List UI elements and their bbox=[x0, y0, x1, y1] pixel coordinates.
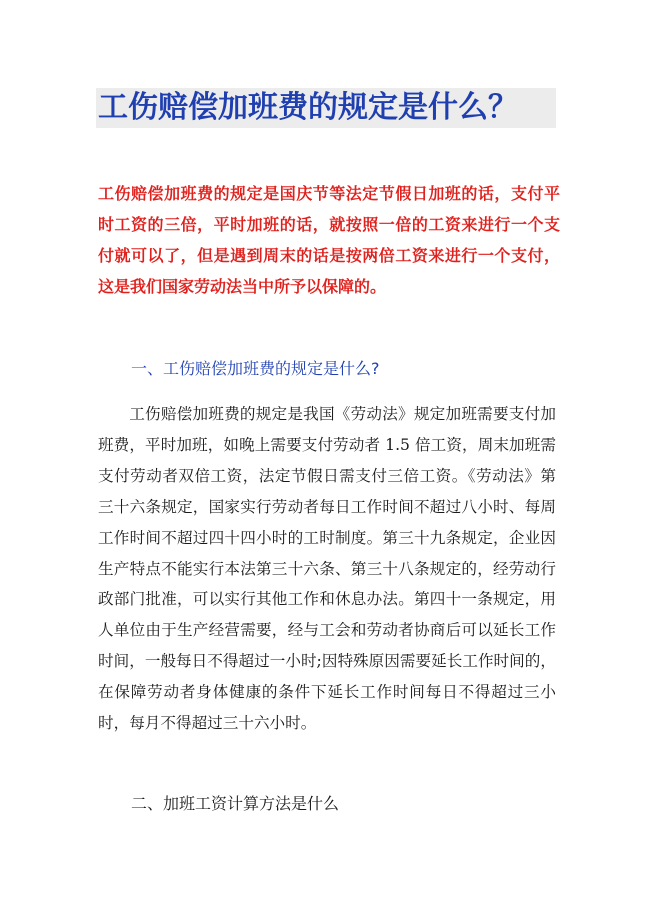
section-2-heading: 二、加班工资计算方法是什么 bbox=[131, 794, 340, 813]
document-title: 工伤赔偿加班费的规定是什么？ bbox=[96, 88, 556, 128]
section-1-body: 工伤赔偿加班费的规定是我国《劳动法》规定加班需要支付加班费，平时加班，如晚上需要支付劳动者 1.5 倍工资，周末加班需支付劳动者双倍工资，法定节假日需支付三倍工资。《劳动法》第三十六条规定，国家实行劳动者每日工作时间不超过八小时、每周工作时间不超过四十四小时的工时制度。第三十九条规定，企业因生产特点不能实行本法第三十六条、第三十八条规定的，经劳动行政部门批准，可以实行其他工作和休息办法。第四十一条规定，用人单位由于生产经营需要，经与工会和劳动者协商后可以延长工作时间，一般每日不得超过一小时;因特殊原因需要延长工作时间的，在保障劳动者身体健康的条件下延长工作时间每日不得超过三小时，每月不得超过三十六小时。 bbox=[98, 405, 556, 733]
lead-paragraph: 工伤赔偿加班费的规定是国庆节等法定节假日加班的话，支付平时工资的三倍，平时加班的话，就按照一倍的工资来进行一个支付就可以了，但是遇到周末的话是按两倍工资来进行一个支付，这是我们国家劳动法当中所予以保障的。 bbox=[98, 184, 560, 296]
section-1-heading: 一、工伤赔偿加班费的规定是什么? bbox=[131, 359, 380, 378]
